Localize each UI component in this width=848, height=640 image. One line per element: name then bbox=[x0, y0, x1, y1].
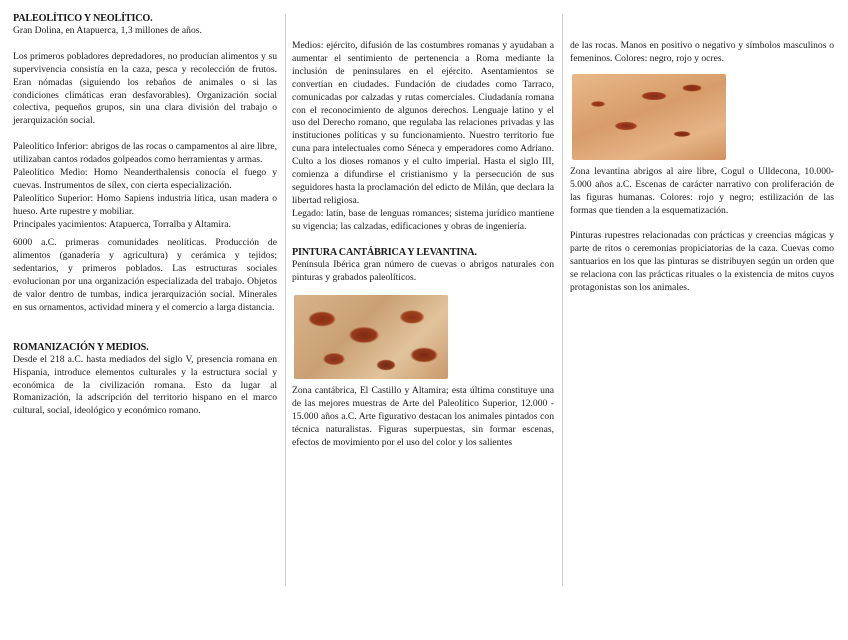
paragraph-paleolitico-inferior: Paleolítico Inferior: abrigos de las rocas o campamentos al aire libre, utilizaban cantos rodados golpeados como herramientas y armas. bbox=[13, 141, 277, 166]
column-divider-left bbox=[285, 14, 286, 586]
paragraph-paleolitico-superior: Paleolítico Superior: Homo Sapiens industria lítica, usan madera o hueso. Arte rupestre y mobiliar. bbox=[13, 192, 277, 217]
paragraph-romanizacion: Desde el 218 a.C. hasta mediados del siglo V, presencia romana en Hispania, introduce elementos culturales y la estructura social y económica de la civilización romana. Esto da lugar al Romanización, la adscripción del territorio hispano en el marco cultural, social, ideológico y económico romano. bbox=[13, 353, 277, 417]
column-divider-right bbox=[562, 14, 563, 586]
heading-paleolitico-neolitico: PALEOLÍTICO Y NEOLÍTICO. bbox=[13, 13, 153, 24]
paragraph-paleolitico-medio: Paleolítico Medio: Homo Neanderthalensis conocía el fuego y cuevas. Instrumentos de sílex, con cierta especialización. bbox=[13, 166, 277, 191]
column-middle bbox=[292, 40, 554, 640]
column-right bbox=[570, 40, 834, 640]
column-left bbox=[13, 12, 277, 612]
paragraph-legado: Legado: latín, base de lenguas romances; sistema jurídico mantiene su vigencia; las calzadas, edificaciones y obras de ingeniería. bbox=[292, 207, 554, 232]
paragraph-zona-levantina: Zona levantina abrigos al aire libre, Cogul o Ulldecona, 10.000-5.000 años a.C. Escenas de carácter narrativo con proliferación de las figuras humanas. Colores: rojo y negro; estilización de las formas que tienden a la esquematización. bbox=[570, 165, 834, 216]
paragraph-neolitico: 6000 a.C. primeras comunidades neolíticas. Producción de alimentos (ganadería y agricultura) y cerámica y tejidos; sedentarios, y primeros poblados. Las estructuras sociales evolucionan por una organización especializada del trabajo. Objetos de valor dentro de tumbas, indica jerarquización social. Minerales en sus ornamentos, actividad minera y el comercio a larga distancia. bbox=[13, 237, 277, 313]
heading-pintura-cantabrica: PINTURA CANTÁBRICA Y LEVANTINA. bbox=[292, 247, 477, 259]
paragraph-pinturas-rupestres: Pinturas rupestres relacionadas con prácticas y creencias mágicas y parte de ritos o ceremonias propiciatorias de la caza. Cuevas como santuarios en los que las pinturas se distribuyen según un orden que se relaciona con las prácticas rituales o la existencia de mitos cuyos protagonistas son los animales. bbox=[570, 230, 834, 293]
paragraph-gran-dolina: Gran Dolina, en Atapuerca, 1,3 millones de años. bbox=[13, 25, 202, 36]
paragraph-zona-cantabrica: Zona cantábrica, El Castillo y Altamira; esta última constituye una de las mejores muestras de Arte del Paleolítico Superior, 12.000 - 15.000 años a.C. Arte figurativo destacan los animales pintados con técnica naturalistas. Figuras superpuestas, sin formar escenas, efectos de movimiento por el uso del color y los salientes bbox=[292, 385, 554, 448]
altamira-cave-painting-image bbox=[294, 295, 448, 379]
paragraph-primeros-pobladores: Los primeros pobladores depredadores, no producían alimentos y su supervivencia consistía en la caza, pesca y recolección de frutos. Eran nómadas (siguiendo los rebaños de animales o si las condiciones climáticas eran desfavorables). Organización social colectiva, pequeños grupos, sin una clara división del trabajo o jerarquización social. bbox=[13, 50, 277, 127]
paragraph-manos: de las rocas. Manos en positivo o negativo y símbolos masculinos o femeninos. Colores: negro, rojo y ocres. bbox=[570, 40, 834, 64]
paragraph-peninsula-iberica: Península Ibérica gran número de cuevas o abrigos naturales con pinturas y grabados paleolíticos. bbox=[292, 259, 554, 284]
paragraph-medios: Medios: ejército, difusión de las costumbres romanas y ayudaban a aumentar el sentimiento de pertenencia a Roma mediante la inclusión de peninsulares en el ejército. Asentamientos se convertían en ciudades. Fundación de ciudades como Tarraco, comunicadas por calzadas y rutas comerciales. Ciudadanía romana con el reconocimiento de algunos derechos. Lenguaje latino y el uso del Derecho romano, que regulaba las relaciones privadas y las instituciones políticas y su funcionamiento. Nuestro territorio fue cuna para intelectuales como Séneca y emperadores como Adriano. Culto a los dioses romanos y el culto imperial. Hasta el siglo III, comienza a difundirse el cristianismo y la persecución de sus seguidores hasta la proclamación del edicto de Milán, que declara la libertad religiosa. bbox=[292, 40, 554, 206]
levantine-rock-art-image bbox=[572, 74, 726, 160]
paragraph-yacimientos: Principales yacimientos: Atapuerca, Torralba y Altamira. bbox=[13, 218, 231, 230]
heading-romanizacion: ROMANIZACIÓN Y MEDIOS. bbox=[13, 341, 149, 353]
